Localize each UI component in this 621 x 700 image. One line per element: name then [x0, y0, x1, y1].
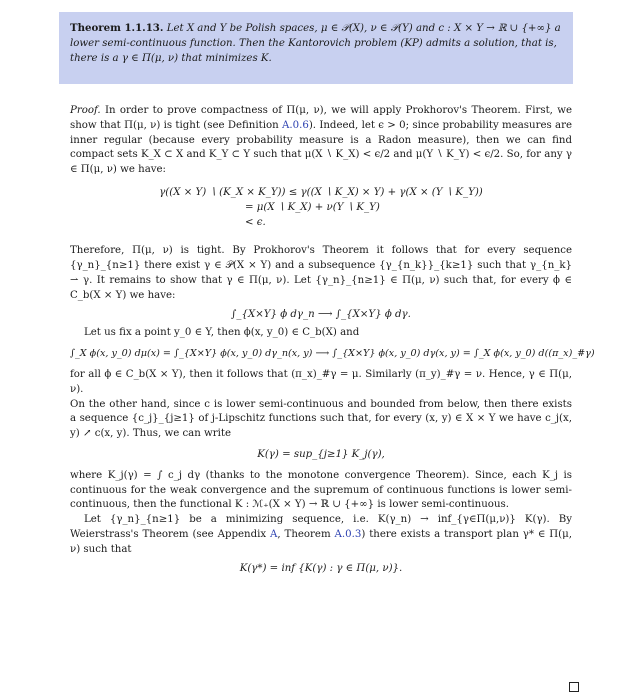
- proof-text-7b: , Theorem: [277, 528, 335, 540]
- proof-paragraph-1: [70, 104, 572, 178]
- proof-paragraph-6: where K_j(γ) = ∫ c_j dγ (thanks to the monotone convergence Theorem). Since, each K_j is continuous for the weak convergence and the supremum of continuous functions is lower semi-continuous, then the functional K : ℳ₊(X × Y) → ℝ ∪ {+∞} is lower semi-continuous.: [70, 469, 572, 511]
- definition-link[interactable]: A.0.6: [282, 119, 309, 131]
- proof-text-7c: ) there exists a transport plan γ* ∈ Π(μ, ν) such that: [70, 528, 573, 555]
- equation-3: ∫_X ϕ(x, y_0) dμ(x) = ∫_{X×Y} ϕ(x, y_0) dγ_n(x, y) ⟶ ∫_{X×Y} ϕ(x, y_0) dγ(x, y) = ∫_X ϕ(x, y_0) d((π_x)_#γ): [70, 348, 595, 360]
- appendix-link[interactable]: A: [270, 528, 278, 540]
- proof-body: [70, 104, 595, 576]
- theorem-statement: Let X and Y be Polish spaces, μ ∈ 𝒫(X), ν ∈ 𝒫(Y) and c : X × Y → ℝ ∪ {+∞} a lower semi-continuous function. Then the Kantorovich problem (KP) admits a solution, that is, there is a γ ∈ Π(μ, ν) that minimizes K.: [70, 23, 561, 64]
- equation-1-line-1: γ((X × Y) ∖ (K_X × K_Y)) ≤ γ((X ∖ K_X) × Y) + γ(X × (Y ∖ K_Y)): [159, 186, 483, 198]
- equation-4: K(γ) = sup_{j≥1} K_j(γ),: [257, 448, 385, 460]
- theorem-box: [59, 12, 573, 84]
- proof-paragraph-4: for all ϕ ∈ C_b(X × Y), then it follows that (π_x)_#γ = μ. Similarly (π_y)_#γ = ν. Hence, γ ∈ Π(μ, ν).: [70, 368, 572, 395]
- equation-5: K(γ*) = inf {K(γ) : γ ∈ Π(μ, ν)}.: [239, 562, 403, 574]
- proof-paragraph-2: Therefore, Π(μ, ν) is tight. By Prokhorov's Theorem it follows that for every sequence {γ_n}_{n≥1} there exist γ ∈ 𝒫(X × Y) and a subsequence {γ_{n_k}}_{k≥1} such that γ_{n_k} ⇀ γ. It remains to show that γ ∈ Π(μ, ν). Let {γ_n}_{n≥1} ∈ Π(μ, ν) such that, for every ϕ ∈ C_b(X × Y) we have:: [70, 245, 572, 301]
- proof-paragraph-3: Let us fix a point y_0 ∈ Y, then ϕ(x, y_0) ∈ C_b(X) and: [84, 327, 360, 339]
- proof-text-1: In order to prove compactness of Π(μ, ν), we will apply Prokhorov's Theorem. First, we show that Π(μ, ν) is tight (see Definition: [70, 105, 572, 131]
- proof-label: Proof.: [70, 105, 101, 116]
- equation-1-line-3: < ϵ.: [245, 216, 266, 228]
- proof-text-1b: ). Indeed, let ϵ > 0; since probability measures are inner regular (because every probability measure is a Radon measure), then we can find compact sets K_X ⊂ X and K_Y ⊂ Y such that μ(X ∖ K_X) < ϵ/2 and μ(Y ∖ K_Y) < ϵ/2. So, for any γ ∈ Π(μ, ν) we have:: [70, 119, 572, 176]
- proof-paragraph-7: [70, 513, 572, 557]
- equation-2: ∫_{X×Y} ϕ dγ_n ⟶ ∫_{X×Y} ϕ dγ.: [231, 308, 411, 320]
- theorem-heading: Theorem 1.1.13.: [70, 22, 164, 34]
- theorem-link[interactable]: A.0.3: [334, 528, 362, 540]
- qed-square-icon: [569, 682, 579, 692]
- equation-1-line-2: = μ(X ∖ K_X) + ν(Y ∖ K_Y): [245, 201, 380, 213]
- proof-paragraph-5: On the other hand, since c is lower semi-continuous and bounded from below, then there exists a sequence {c_j}_{j≥1} of j-Lipschitz functions such that, for every (x, y) ∈ X × Y we have c_j(x, y) ↗ c(x, y). Thus, we can write: [70, 398, 572, 440]
- proof-text-7: Let {γ_n}_{n≥1} be a minimizing sequence, i.e. K(γ_n) → inf_{γ∈Π(μ,ν)} K(γ). By Weierstrass's Theorem (see Appendix: [70, 514, 572, 540]
